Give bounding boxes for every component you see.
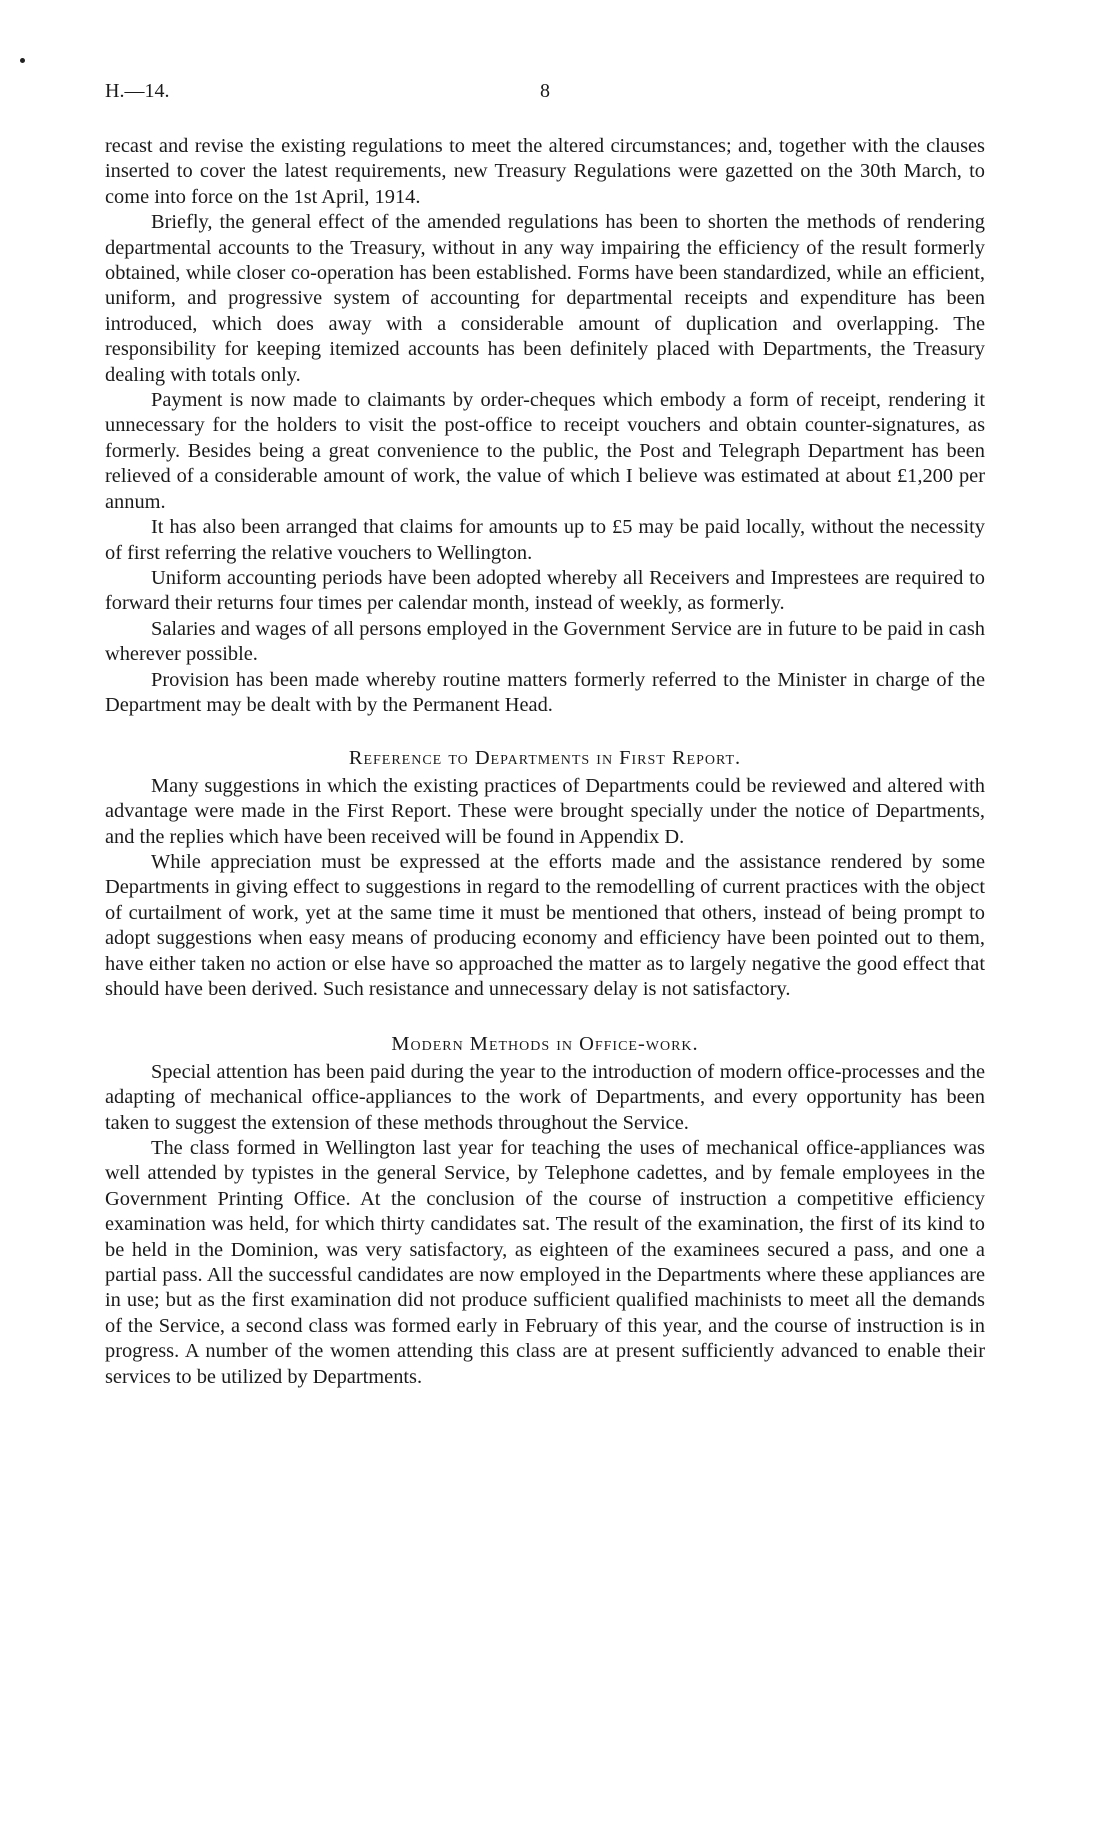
scan-mark xyxy=(20,58,25,63)
paragraph: Salaries and wages of all persons employed in the Government Service are in future to be paid in cash wherever possible. xyxy=(105,617,985,666)
paragraph: Briefly, the general effect of the amended regulations has been to shorten the methods of rendering departmental accounts to the Treasury, without in any way impairing the efficiency of the result formerly obtained, while closer co-operation has been established. Forms have been standardized, while an efficient, uniform, and progressive system of accounting for departmental receipts and expenditure has been introduced, which does away with a considerable amount of duplication and overlapping. The responsibility for keeping itemized accounts has been definitely placed with Departments, the Treasury dealing with totals only. xyxy=(105,211,985,386)
paragraph: Uniform accounting periods have been adopted whereby all Receivers and Imprestees are required to forward their returns four times per calendar month, instead of weekly, as formerly. xyxy=(105,566,985,615)
paragraph: Payment is now made to claimants by order-cheques which embody a form of receipt, rendering it unnecessary for the holders to visit the post-office to receipt vouchers and obtain counter-signatures, as formerly. Besides being a great convenience to the public, the Post and Telegraph Department has been relieved of a considerable amount of work, the value of which I believe was estimated at about £1,200 per annum. xyxy=(105,389,985,513)
paragraph: Provision has been made whereby routine matters formerly referred to the Minister in charge of the Department may be dealt with by the Permanent Head. xyxy=(105,668,985,716)
paragraph: The class formed in Wellington last year for teaching the uses of mechanical office-appliances was well attended by typistes in the general Service, by Telephone cadettes, and by female employees in the Government Printing Office. At the conclusion of the course of instruction a competitive efficiency examination was held, for which thirty candidates sat. The result of the examination, the first of its kind to be held in the Dominion, was very satisfactory, as eighteen of the examinees secured a pass, and one a partial pass. All the successful candidates are now employed in the Departments where these appliances are in use; but as the first examination did not produce sufficient qualified machinists to meet all the demands of the Service, a second class was formed early in February of this year, and the course of instruction is in progress. A number of the women attending this class are at present sufficiently advanced to enable their services to be utilized by Departments. xyxy=(105,1137,985,1388)
paragraph: recast and revise the existing regulations to meet the altered circumstances; and, together with the clauses inserted to cover the latest requirements, new Treasury Regulations were gazetted on the 30th March, to come into force on the 1st April, 1914. xyxy=(105,135,985,208)
paragraph: While appreciation must be expressed at the efforts made and the assistance rendered by some Departments in giving effect to suggestions in regard to the remodelling of current practices with the object of curtailment of work, yet at the same time it must be mentioned that others, instead of being prompt to adopt suggestions when easy means of producing economy and efficiency have been pointed out to them, have either taken no action or else have so approached the matter as to largely negative the good effect that should have been derived. Such resistance and unnecessary delay is not satisfactory. xyxy=(105,850,985,1000)
section-heading: Modern Methods in Office-work. xyxy=(391,1033,699,1056)
page-header xyxy=(105,80,985,110)
paragraph: Special attention has been paid during the year to the introduction of modern office-processes and the adapting of mechanical office-appliances to the work of Departments, and every opportunity has been taken to suggest the extension of these methods throughout the Service. xyxy=(105,1060,985,1134)
section-heading: Reference to Departments in First Report. xyxy=(348,747,742,770)
paragraph: Many suggestions in which the existing practices of Departments could be reviewed and altered with advantage were made in the First Report. These were brought specially under the notice of Departments, and the replies which have been received will be found in Appendix D. xyxy=(105,774,985,848)
paragraph: It has also been arranged that claims for amounts up to £5 may be paid locally, without the necessity of first referring the relative vouchers to Wellington. xyxy=(105,516,985,564)
page-number: 8 xyxy=(540,80,550,102)
page-body xyxy=(105,134,985,1390)
document-reference: H.—14. xyxy=(105,80,170,102)
